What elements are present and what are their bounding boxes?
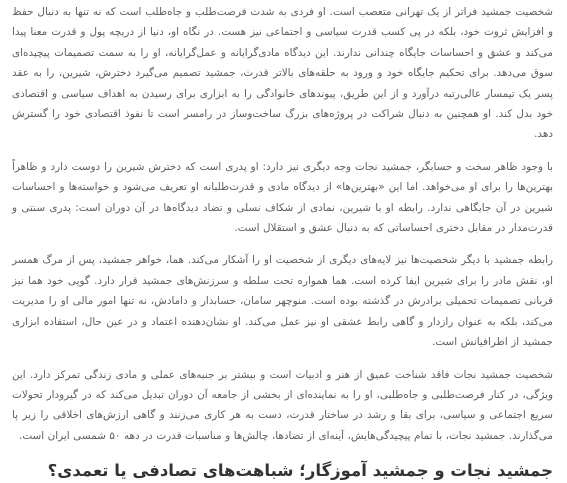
article-paragraph-3: رابطه جمشید با دیگر شخصیت‌ها نیز لایه‌های دیگری از شخصیت او را آشکار می‌کند. هما، خواهر جمشید، پس از مرگ همسر او، نقش مادر را برای شیرین ایفا کرده است. هما همواره تحت سلطه و سرزنش‌های جمشید قرار دارد. گویی خود هما نیز قربانی تصمیمات تحمیلی برادرش در گذشته بوده است. منوچهر سامان، حسابدار و دامادش، نه تنها امور مالی او را مدیریت می‌کند، بلکه به عنوان رازدار و گاهی رابط عشقی او نیز عمل می‌کند. او نشان‌دهنده اعتماد و در عین حال، استفاده ابزاری جمشید از اطرافیانش است. [12,254,553,349]
section-heading: جمشید نجات و جمشید آموزگار؛ شباهت‌های تصادفی یا تعمدی؟ [47,461,553,481]
article-paragraph-1: شخصیت جمشید فراتر از یک تهرانی متعصب است. او فردی به شدت فرصت‌طلب و جاه‌طلب است که نه تنها به دنبال حفظ و افزایش ثروت خود، بلکه در پی کسب قدرت سیاسی و اجتماعی نیز هست. در نگاه او، دنیا از دریچه پول و قدرت معنا پیدا می‌کند و عشق و احساسات جایگاه چندانی ندارند. این دیدگاه مادی‌گرایانه و عمل‌گرایانه، او را به سمت تصمیمات پیچیده‌ای سوق می‌دهد. برای تحکیم جایگاه خود و ورود به حلقه‌های بالاتر قدرت، جمشید تصمیم می‌گیرد دخترش، شیرین، را به عقد پسر یک تیمسار عالی‌رتبه درآورد و از این طریق، پیوندهای خانوادگی را به ابزاری برای رسیدن به اهداف سیاسی و اقتصادی خود بدل کند. او همچنین به دنبال شراکت در پروژه‌های بزرگ ساخت‌وساز در رامسر است تا نفوذ اقتصادی خود را گسترش دهد. [12,6,553,141]
article-paragraph-2: با وجود ظاهر سخت و حسابگر، جمشید نجات وجه دیگری نیز دارد: او پدری است که دخترش شیرین را دوست دارد و ظاهراً بهترین‌ها را برای او می‌خواهد. اما این «بهترین‌ها» از دیدگاه مادی و قدرت‌طلبانه او تعریف می‌شود و خواسته‌ها و احساسات شیرین در آن جایگاهی ندارد. رابطه او با شیرین، نمادی از شکاف نسلی و تضاد دیدگاه‌ها در آن دوران است: پدری سنتی و قدرت‌مدار در مقابل دختری احساساتی که به دنبال عشق و استقلال است. [12,160,553,235]
article-paragraph-4: شخصیت جمشید نجات فاقد شناخت عمیق از هنر و ادبیات است و بیشتر بر جنبه‌های عملی و مادی زندگی تمرکز دارد. این ویژگی، در کنار فرصت‌طلبی و جاه‌طلبی، او را به نماینده‌ای از بخشی از جامعه آن دوران تبدیل می‌کند که در گیرودار تحولات سریع اجتماعی و سیاسی، برای بقا و رشد در ساختار قدرت، دست به هر کاری می‌زنند و گاهی ارزش‌های اخلاقی را زیر پا می‌گذارند. جمشید نجات، با تمام پیچیدگی‌هایش، آینه‌ای از تضادها، چالش‌ها و مناسبات قدرت در دهه ۵۰ شمسی ایران است. [12,368,553,442]
